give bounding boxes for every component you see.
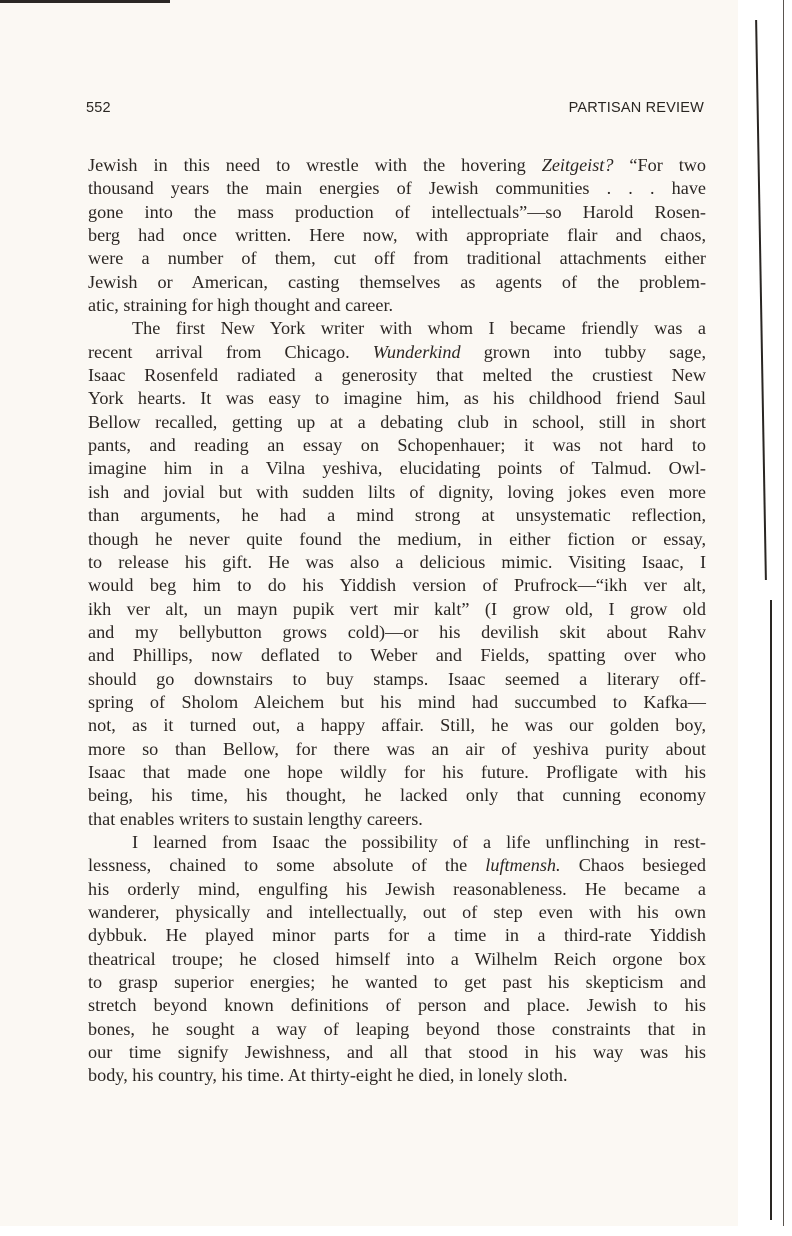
text-line: thousand years the main energies of Jewish communities . . . have <box>88 178 706 199</box>
text-line: to grasp superior energies; he wanted to get past his skepticism and <box>88 972 706 993</box>
text-line: Isaac Rosenfeld radiated a generosity that melted the crustiest New <box>88 365 706 386</box>
text-line: bones, he sought a way of leaping beyond those constraints that in <box>88 1018 706 1039</box>
text-line: though he never quite found the medium, in either fiction or essay, <box>88 528 706 549</box>
text-line: gone into the mass production of intellectuals”—so Harold Rosen- <box>88 201 706 222</box>
text-line: that enables writers to sustain lengthy careers. <box>88 808 423 829</box>
text-line: I learned from Isaac the possibility of a life unflinching in rest- <box>132 831 706 852</box>
text-line: atic, straining for high thought and career. <box>88 295 394 316</box>
text-line: ish and jovial but with sudden lilts of dignity, loving jokes even more <box>88 481 706 502</box>
text-line: were a number of them, cut off from traditional attachments either <box>88 248 706 269</box>
text-line: theatrical troupe; he closed himself into a Wilhelm Reich orgone box <box>88 948 706 969</box>
page-edge-line <box>770 600 772 1220</box>
text-line: and Phillips, now deflated to Weber and Fields, spatting over who <box>88 645 706 666</box>
text-line: ikh ver alt, un mayn pupik vert mir kalt” (I grow old, I grow old <box>88 598 706 619</box>
article-body <box>88 154 706 1088</box>
page-edge-line <box>783 0 784 1236</box>
text-line: should go downstairs to buy stamps. Isaac seemed a literary off- <box>88 668 706 689</box>
text-line: not, as it turned out, a happy affair. Still, he was our golden boy, <box>88 715 706 736</box>
text-line: pants, and reading an essay on Schopenhauer; it was not hard to <box>88 435 706 456</box>
text-line: spring of Sholom Aleichem but his mind had succumbed to Kafka— <box>88 691 706 712</box>
text-line: York hearts. It was easy to imagine him, as his childhood friend Saul <box>88 388 706 409</box>
running-head <box>86 100 704 122</box>
text-line: Isaac that made one hope wildly for his future. Profligate with his <box>88 761 706 782</box>
text-line: Bellow recalled, getting up at a debating club in school, still in short <box>88 411 706 432</box>
text-line: would beg him to do his Yiddish version of Prufrock—“ikh ver alt, <box>88 575 706 596</box>
text-line: dybbuk. He played minor parts for a time in a third-rate Yiddish <box>88 925 706 946</box>
text-line: berg had once written. Here now, with appropriate flair and chaos, <box>88 225 706 246</box>
text-line: to release his gift. He was also a delicious mimic. Visiting Isaac, I <box>88 551 706 572</box>
text-line: and my bellybutton grows cold)—or his devilish skit about Rahv <box>88 621 706 642</box>
text-line: our time signify Jewishness, and all that stood in his way was his <box>88 1042 706 1063</box>
text-line: than arguments, he had a mind strong at unsystematic reflection, <box>88 505 706 526</box>
text-line: body, his country, his time. At thirty-eight he died, in lonely sloth. <box>88 1065 568 1086</box>
top-edge-mark <box>0 0 170 3</box>
text-line: more so than Bellow, for there was an air of yeshiva purity about <box>88 738 706 759</box>
text-line: Jewish in this need to wrestle with the hovering Zeitgeist? “For two <box>88 155 706 175</box>
text-line: stretch beyond known definitions of person and place. Jewish to his <box>88 995 706 1016</box>
page-number: 552 <box>86 100 111 116</box>
bottom-margin <box>0 1226 792 1236</box>
text-line: recent arrival from Chicago. Wunderkind grown into tubby sage, <box>88 341 707 362</box>
text-line: imagine him in a Vilna yeshiva, elucidating points of Talmud. Owl- <box>88 458 706 479</box>
text-line: being, his time, his thought, he lacked only that cunning economy <box>88 785 706 806</box>
journal-title: PARTISAN REVIEW <box>568 100 704 116</box>
text-line: his orderly mind, engulfing his Jewish reasonableness. He became a <box>88 878 706 899</box>
text-line: The first New York writer with whom I became friendly was a <box>132 318 706 339</box>
text-line: lessness, chained to some absolute of the luftmensh. Chaos besieged <box>88 855 706 876</box>
text-line: wanderer, physically and intellectually, out of step even with his own <box>88 902 706 922</box>
text-line: Jewish or American, casting themselves as agents of the problem- <box>88 271 706 292</box>
